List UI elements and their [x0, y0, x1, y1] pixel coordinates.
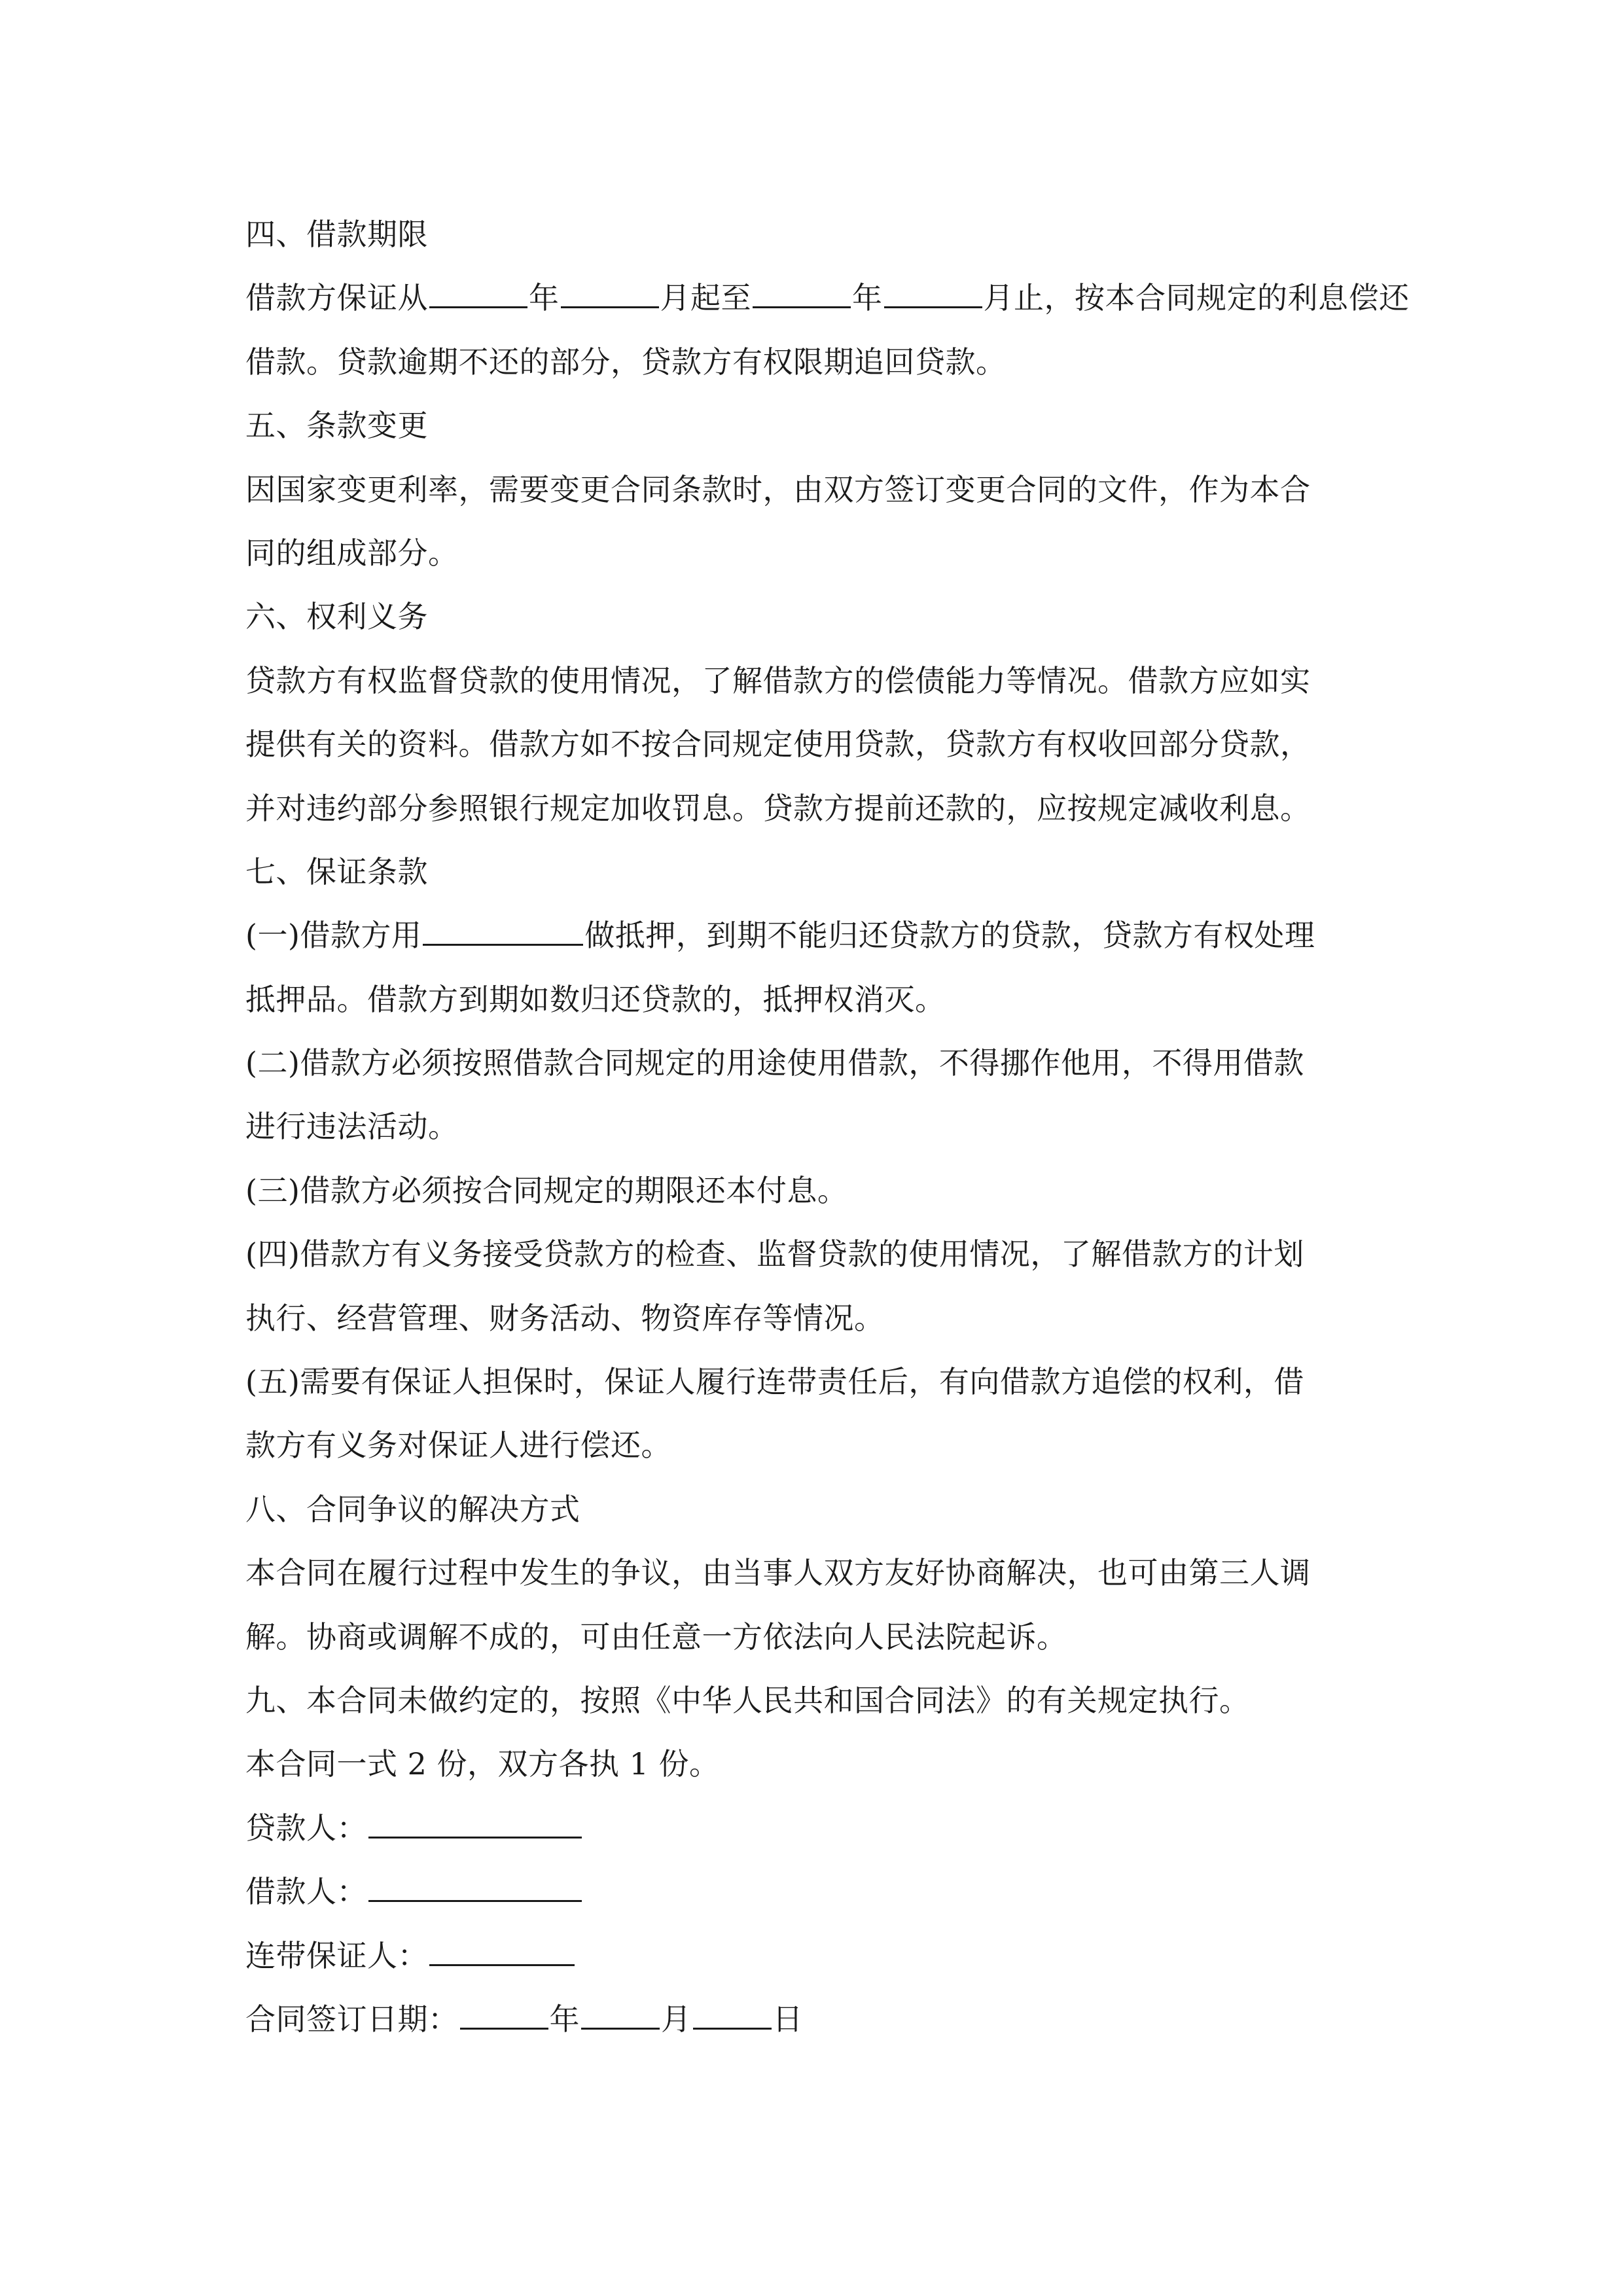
text: 做抵押，到期不能归还贷款方的贷款，贷款方有权处理 [584, 918, 1315, 954]
text: 年 [529, 280, 560, 316]
section-heading-dispute: 八、合同争议的解决方式 [245, 1491, 580, 1527]
guarantee-item-4-line-2: 执行、经营管理、财务活动、物资库存等情况。 [245, 1300, 885, 1336]
section-heading-guarantee: 七、保证条款 [245, 853, 428, 889]
dispute-paragraph-line-1: 本合同在履行过程中发生的争议，由当事人双方友好协商解决，也可由第三人调 [245, 1555, 1311, 1591]
start-month-blank [561, 278, 659, 308]
lender-label: 贷款人： [245, 1810, 367, 1846]
guarantee-item-2-line-1: (二)借款方必须按照借款合同规定的用途使用借款，不得挪作他用，不得用借款 [245, 1045, 1304, 1081]
guarantor-signature-blank [429, 1935, 575, 1966]
text: 年 [852, 280, 883, 316]
date-month-label: 月 [661, 2001, 692, 2037]
guarantee-item-1-line-2: 抵押品。借款方到期如数归还贷款的，抵押权消灭。 [245, 981, 946, 1017]
copies-statement: 本合同一式 2 份，双方各执 1 份。 [245, 1746, 720, 1782]
text: 借款方保证从 [245, 280, 428, 316]
guarantee-item-2-line-2: 进行违法活动。 [245, 1109, 459, 1145]
date-label: 合同签订日期： [245, 2001, 459, 2037]
date-month-blank [581, 1999, 660, 2030]
section-heading-rights: 六、权利义务 [245, 599, 428, 635]
date-year-blank [460, 1999, 548, 2030]
rights-paragraph-line-2: 提供有关的资料。借款方如不按合同规定使用贷款，贷款方有权收回部分贷款， [245, 726, 1311, 762]
borrower-signature-line [245, 1860, 1384, 1924]
borrower-signature-blank [368, 1871, 582, 1902]
end-month-blank [884, 278, 982, 308]
section-heading-clause-change: 五、条款变更 [245, 408, 428, 444]
text: (一)借款方用 [245, 918, 422, 954]
collateral-blank [423, 915, 583, 946]
rights-paragraph-line-3: 并对违约部分参照银行规定加收罚息。贷款方提前还款的，应按规定减收利息。 [245, 790, 1311, 826]
borrower-label: 借款人： [245, 1874, 367, 1910]
contract-body [245, 203, 1410, 2051]
date-day-label: 日 [772, 2001, 803, 2037]
guarantee-item-4-line-1: (四)借款方有义务接受贷款方的检查、监督贷款的使用情况，了解借款方的计划 [245, 1236, 1304, 1272]
guarantee-item-1-line-1 [245, 904, 1384, 967]
guarantor-signature-line [245, 1924, 1384, 1988]
date-day-blank [693, 1999, 772, 2030]
date-year-label: 年 [549, 2001, 580, 2037]
section-heading-loan-term: 四、借款期限 [245, 217, 428, 252]
dispute-paragraph-line-2: 解。协商或调解不成的，可由任意一方依法向人民法院起诉。 [245, 1619, 1067, 1655]
lender-signature-line [245, 1797, 1384, 1860]
guarantee-item-5-line-1: (五)需要有保证人担保时，保证人履行连带责任后，有向借款方追偿的权利，借 [245, 1364, 1304, 1400]
lender-signature-blank [368, 1808, 582, 1839]
guarantee-item-3: (三)借款方必须按合同规定的期限还本付息。 [245, 1172, 848, 1208]
end-year-blank [753, 278, 851, 308]
clause-change-paragraph-line-2: 同的组成部分。 [245, 535, 459, 571]
clause-change-paragraph-line-1: 因国家变更利率，需要变更合同条款时，由双方签订变更合同的文件，作为本合 [245, 471, 1311, 507]
loan-term-paragraph-line-2: 借款。贷款逾期不还的部分，贷款方有权限期追回贷款。 [245, 344, 1007, 380]
guarantee-item-5-line-2: 款方有义务对保证人进行偿还。 [245, 1427, 671, 1463]
section-other-provisions: 九、本合同未做约定的，按照《中华人民共和国合同法》的有关规定执行。 [245, 1682, 1250, 1718]
rights-paragraph-line-1: 贷款方有权监督贷款的使用情况，了解借款方的偿债能力等情况。借款方应如实 [245, 662, 1311, 698]
guarantor-label: 连带保证人： [245, 1937, 428, 1973]
loan-term-paragraph-line-1 [245, 266, 1410, 330]
text: 月止，按本合同规定的利息偿还 [983, 280, 1410, 316]
signing-date-line [245, 1988, 1384, 2051]
start-year-blank [429, 278, 527, 308]
text: 月起至 [660, 280, 751, 316]
